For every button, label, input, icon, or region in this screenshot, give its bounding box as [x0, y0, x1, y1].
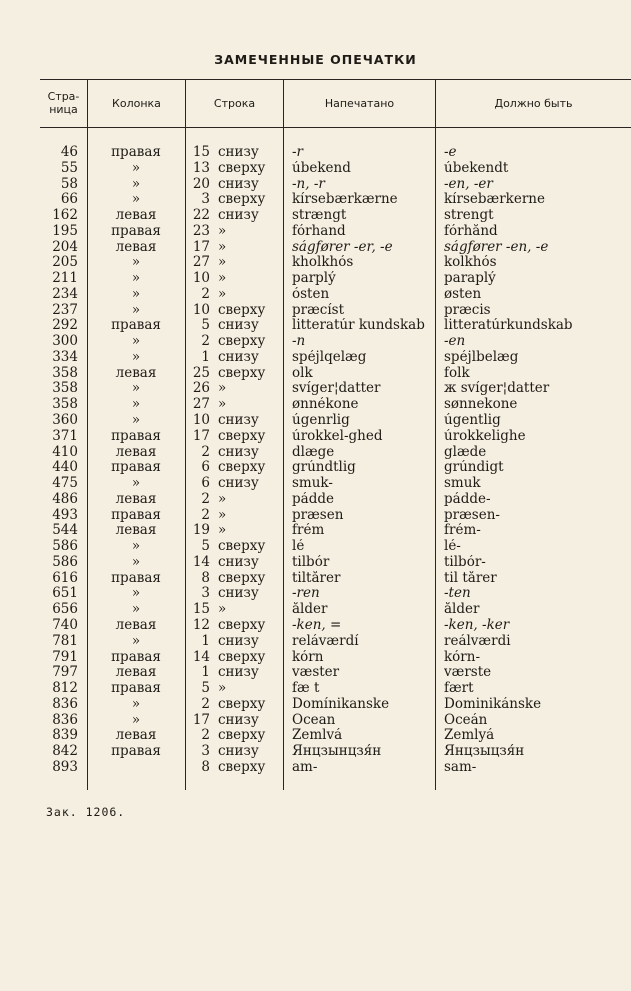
row-correct: litteratúrkundskab — [444, 318, 573, 334]
row-line-number: 13 — [192, 159, 210, 176]
row-column: правая — [111, 144, 161, 160]
row-column: » — [131, 380, 141, 397]
row-line-position: снизу — [218, 711, 259, 728]
row-line-number: 12 — [192, 616, 210, 633]
row-line-number: 27 — [192, 254, 210, 271]
row-column: » — [131, 538, 141, 555]
row-correct: østen — [444, 286, 482, 302]
row-column: » — [131, 475, 141, 492]
row-correct: úrokkelighe — [444, 428, 526, 444]
row-line-number: 3 — [201, 585, 210, 602]
row-correct: Dominikánske — [444, 696, 542, 712]
row-printed: lé — [292, 539, 305, 555]
row-column: левая — [115, 664, 157, 681]
row-correct: spéjlbelæg — [444, 349, 519, 365]
row-line-position: сверху — [218, 427, 266, 444]
row-correct: kórn- — [444, 649, 481, 665]
row-page: 55 — [60, 159, 78, 176]
row-column: левая — [115, 616, 157, 633]
row-line-position: » — [218, 490, 227, 507]
row-printed: kórn — [292, 649, 324, 665]
row-page: 586 — [52, 553, 78, 570]
table-row — [0, 555, 631, 571]
row-correct: fórhånd — [444, 223, 498, 239]
row-line-number: 5 — [201, 680, 210, 697]
order-number: Зак. 1206. — [46, 805, 126, 819]
table-row — [0, 303, 631, 319]
row-line-number: 15 — [192, 144, 210, 160]
row-line-position: » — [218, 238, 227, 255]
table-row — [0, 413, 631, 429]
table-row — [0, 255, 631, 271]
row-line-position: сверху — [218, 727, 266, 744]
row-page: 836 — [52, 695, 78, 712]
row-page: 616 — [52, 569, 78, 586]
row-page: 791 — [52, 648, 78, 665]
row-column: » — [131, 553, 141, 570]
row-line-position: » — [218, 601, 227, 618]
row-column: » — [131, 711, 141, 728]
row-page: 204 — [52, 238, 78, 255]
row-page: 410 — [52, 443, 78, 460]
table-row — [0, 460, 631, 476]
row-line-position: сверху — [218, 364, 266, 381]
row-line-position: снизу — [218, 348, 259, 365]
row-page: 58 — [60, 175, 78, 192]
row-line-position: сверху — [218, 648, 266, 665]
row-line-number: 2 — [201, 727, 210, 744]
row-column: правая — [111, 680, 161, 697]
row-line-position: » — [218, 380, 227, 397]
row-correct: ж svíger¦datter — [444, 381, 550, 397]
header-bottom-rule — [40, 127, 631, 128]
row-column: левая — [115, 364, 157, 381]
row-printed: -n — [292, 334, 306, 350]
row-line-number: 17 — [192, 427, 210, 444]
row-line-number: 14 — [192, 553, 210, 570]
row-correct: -ten — [444, 586, 471, 602]
row-correct: tilbór- — [444, 554, 486, 570]
row-line-number: 2 — [201, 695, 210, 712]
row-printed: ålder — [292, 602, 328, 618]
row-page: 162 — [52, 207, 78, 224]
row-line-number: 27 — [192, 396, 210, 413]
row-line-number: 14 — [192, 648, 210, 665]
row-page: 46 — [60, 144, 78, 160]
page-title: ЗАМЕЧЕННЫЕ ОПЕЧАТКИ — [214, 52, 417, 67]
row-line-number: 23 — [192, 222, 210, 239]
row-printed: dlæge — [292, 444, 335, 460]
row-correct: folk — [444, 365, 470, 381]
row-correct: Zemlyá — [444, 728, 495, 744]
row-column: » — [131, 601, 141, 618]
table-row — [0, 618, 631, 634]
row-line-position: снизу — [218, 317, 259, 334]
row-line-position: сверху — [218, 459, 266, 476]
row-line-number: 17 — [192, 711, 210, 728]
row-correct: -en — [444, 334, 466, 350]
row-page: 781 — [52, 632, 78, 649]
table-row — [0, 697, 631, 713]
table-row — [0, 760, 631, 776]
row-line-position: сверху — [218, 333, 266, 350]
row-printed: ságfører -er, -e — [292, 239, 393, 255]
row-column: » — [131, 333, 141, 350]
table-row — [0, 271, 631, 287]
row-line-position: снизу — [218, 553, 259, 570]
row-page: 544 — [52, 522, 78, 539]
row-page: 740 — [52, 616, 78, 633]
table-row — [0, 539, 631, 555]
row-correct: úgentlig — [444, 413, 501, 429]
row-line-position: снизу — [218, 632, 259, 649]
row-correct: Oceán — [444, 712, 488, 728]
row-page: 360 — [52, 412, 78, 429]
row-page: 836 — [52, 711, 78, 728]
row-column: левая — [115, 727, 157, 744]
row-printed: litteratúr kundskab — [292, 318, 425, 334]
row-correct: smuk — [444, 476, 481, 492]
table-row — [0, 571, 631, 587]
row-page: 440 — [52, 459, 78, 476]
header-should-be — [436, 80, 631, 126]
row-page: 234 — [52, 285, 78, 302]
row-printed: frém — [292, 523, 325, 539]
row-page: 475 — [52, 475, 78, 492]
row-correct: ságfører -en, -e — [444, 239, 549, 255]
row-page: 358 — [52, 364, 78, 381]
row-line-number: 17 — [192, 238, 210, 255]
row-line-number: 8 — [201, 569, 210, 586]
row-line-position: сверху — [218, 616, 266, 633]
row-line-number: 6 — [201, 475, 210, 492]
row-correct: sam- — [444, 759, 477, 775]
row-line-number: 25 — [192, 364, 210, 381]
row-column: правая — [111, 648, 161, 665]
row-column: » — [131, 254, 141, 271]
table-row — [0, 508, 631, 524]
table-row — [0, 381, 631, 397]
row-column: » — [131, 270, 141, 287]
row-column: левая — [115, 238, 157, 255]
row-correct: til tårer — [444, 570, 497, 586]
row-correct: præcis — [444, 302, 491, 318]
row-correct: frém- — [444, 523, 481, 539]
row-correct: kírsebærkerne — [444, 192, 545, 208]
row-printed: -r — [292, 145, 304, 160]
row-column: правая — [111, 506, 161, 523]
row-line-position: снизу — [218, 443, 259, 460]
row-printed: præsen — [292, 507, 344, 523]
row-line-position: » — [218, 680, 227, 697]
row-printed: spéjlqelæg — [292, 349, 367, 365]
row-column: левая — [115, 443, 157, 460]
row-column: правая — [111, 222, 161, 239]
table-row — [0, 177, 631, 193]
row-page: 371 — [52, 427, 78, 444]
row-printed: præcíst — [292, 302, 345, 318]
row-column: » — [131, 632, 141, 649]
row-page: 292 — [52, 317, 78, 334]
row-correct: úbekendt — [444, 160, 509, 176]
row-printed: tiltårer — [292, 570, 341, 586]
row-line-number: 3 — [201, 191, 210, 208]
row-correct: pádde- — [444, 491, 491, 507]
row-printed: Zemlvá — [292, 728, 343, 744]
table-row — [0, 366, 631, 382]
row-printed: úgenrlig — [292, 413, 350, 429]
table-row — [0, 650, 631, 666]
row-printed: ønnékone — [292, 397, 359, 413]
row-column: » — [131, 348, 141, 365]
row-line-position: сверху — [218, 159, 266, 176]
row-line-number: 2 — [201, 506, 210, 523]
row-column: правая — [111, 459, 161, 476]
row-column: » — [131, 301, 141, 318]
table-row — [0, 713, 631, 729]
row-page: 195 — [52, 222, 78, 239]
table-row — [0, 728, 631, 744]
table-row — [0, 192, 631, 208]
row-correct: grúndigt — [444, 460, 504, 476]
row-page: 211 — [52, 270, 78, 287]
row-printed: olk — [292, 365, 313, 381]
row-line-number: 5 — [201, 538, 210, 555]
row-line-position: снизу — [218, 144, 259, 160]
row-line-number: 1 — [201, 632, 210, 649]
row-printed: fæ t — [292, 681, 320, 697]
table-row — [0, 476, 631, 492]
row-page: 839 — [52, 727, 78, 744]
table-row — [0, 224, 631, 240]
table-row — [0, 744, 631, 760]
row-printed: Янцзынцзя́н — [292, 744, 382, 760]
row-printed: -n, -r — [292, 176, 325, 192]
row-page: 812 — [52, 680, 78, 697]
header-should-be-label: Должно быть — [494, 96, 573, 110]
row-correct: -e — [444, 145, 457, 160]
header-printed — [284, 80, 435, 126]
row-line-position: снизу — [218, 585, 259, 602]
row-line-number: 2 — [201, 490, 210, 507]
row-line-position: снизу — [218, 207, 259, 224]
row-correct: reálværdi — [444, 633, 511, 649]
row-correct: sønnekone — [444, 397, 518, 413]
row-line-number: 5 — [201, 317, 210, 334]
row-page: 893 — [52, 758, 78, 775]
row-printed: smuk- — [292, 476, 333, 492]
table-row — [0, 492, 631, 508]
table-row — [0, 681, 631, 697]
row-column: » — [131, 175, 141, 192]
row-line-number: 10 — [192, 270, 210, 287]
row-page: 842 — [52, 743, 78, 760]
row-line-position: сверху — [218, 191, 266, 208]
row-line-position: » — [218, 254, 227, 271]
table-row — [0, 602, 631, 618]
row-page: 651 — [52, 585, 78, 602]
row-page: 797 — [52, 664, 78, 681]
row-page: 493 — [52, 506, 78, 523]
table-row — [0, 334, 631, 350]
table-row — [0, 318, 631, 334]
row-page: 586 — [52, 538, 78, 555]
row-page: 334 — [52, 348, 78, 365]
header-page — [40, 80, 87, 126]
row-line-position: » — [218, 285, 227, 302]
row-correct: værste — [444, 665, 492, 681]
row-column: левая — [115, 490, 157, 507]
row-line-position: снизу — [218, 664, 259, 681]
row-column: » — [131, 285, 141, 302]
table-row — [0, 523, 631, 539]
header-printed-label: Напечатано — [324, 96, 395, 110]
row-line-position: » — [218, 396, 227, 413]
row-line-position: сверху — [218, 301, 266, 318]
row-line-position: снизу — [218, 475, 259, 492]
row-correct: glæde — [444, 444, 487, 460]
table-row — [0, 586, 631, 602]
row-line-number: 2 — [201, 443, 210, 460]
row-line-position: » — [218, 222, 227, 239]
row-line-number: 15 — [192, 601, 210, 618]
row-column: правая — [111, 317, 161, 334]
row-printed: úrokkel-ghed — [292, 428, 383, 444]
row-correct: -en, -er — [444, 176, 493, 192]
header-page-label: Стра- ница — [47, 90, 80, 116]
row-printed: -ren — [292, 586, 320, 602]
row-line-number: 3 — [201, 743, 210, 760]
row-line-position: » — [218, 506, 227, 523]
row-line-number: 10 — [192, 412, 210, 429]
errata-table-body — [0, 145, 631, 776]
row-column: » — [131, 695, 141, 712]
row-column: » — [131, 412, 141, 429]
row-printed: fórhand — [292, 223, 346, 239]
row-line-position: сверху — [218, 569, 266, 586]
row-line-number: 26 — [192, 380, 210, 397]
row-line-position: снизу — [218, 743, 259, 760]
row-line-number: 19 — [192, 522, 210, 539]
row-column: правая — [111, 569, 161, 586]
row-printed: Ócean — [292, 712, 336, 728]
table-row — [0, 634, 631, 650]
row-printed: reláværdí — [292, 633, 359, 649]
row-printed: væster — [292, 665, 340, 681]
header-column-label: Колонка — [112, 96, 161, 110]
row-column: правая — [111, 743, 161, 760]
row-line-number: 6 — [201, 459, 210, 476]
row-printed: ósten — [292, 286, 330, 302]
row-line-position: сверху — [218, 758, 266, 775]
row-line-number: 1 — [201, 348, 210, 365]
table-row — [0, 208, 631, 224]
row-column: левая — [115, 522, 157, 539]
row-printed: pádde — [292, 491, 334, 507]
row-line-number: 2 — [201, 333, 210, 350]
row-line-number: 10 — [192, 301, 210, 318]
row-line-position: сверху — [218, 538, 266, 555]
row-correct: ålder — [444, 602, 480, 618]
row-printed: strængt — [292, 208, 347, 224]
table-row — [0, 665, 631, 681]
row-printed: parplý — [292, 271, 336, 287]
row-printed: kírsebærkærne — [292, 192, 398, 208]
row-printed: Domínikanske — [292, 696, 390, 712]
row-page: 486 — [52, 490, 78, 507]
header-line — [186, 80, 283, 126]
row-printed: tilbór — [292, 554, 330, 570]
row-printed: svíger¦datter — [292, 381, 381, 397]
row-column: левая — [115, 207, 157, 224]
row-line-number: 2 — [201, 285, 210, 302]
row-page: 358 — [52, 396, 78, 413]
row-correct: paraplý — [444, 271, 496, 287]
table-row — [0, 145, 631, 161]
row-line-number: 22 — [192, 207, 210, 224]
row-correct: -ken, -ker — [444, 617, 510, 633]
row-page: 358 — [52, 380, 78, 397]
row-column: » — [131, 191, 141, 208]
table-row — [0, 350, 631, 366]
row-line-position: снизу — [218, 175, 259, 192]
row-line-number: 20 — [192, 175, 210, 192]
table-row — [0, 161, 631, 177]
row-line-number: 8 — [201, 758, 210, 775]
row-page: 300 — [52, 333, 78, 350]
row-column: правая — [111, 427, 161, 444]
row-page: 237 — [52, 301, 78, 318]
table-row — [0, 429, 631, 445]
row-column: » — [131, 585, 141, 602]
row-correct: Янцзыцзя́н — [444, 744, 525, 760]
header-column — [88, 80, 185, 126]
row-page: 66 — [60, 191, 78, 208]
table-row — [0, 240, 631, 256]
row-correct: kolkhós — [444, 255, 497, 271]
row-printed: -ken, = — [292, 617, 342, 633]
row-page: 205 — [52, 254, 78, 271]
row-correct: præsen- — [444, 507, 500, 523]
row-line-position: » — [218, 522, 227, 539]
row-printed: grúndtlig — [292, 460, 356, 476]
row-printed: úbekend — [292, 160, 351, 176]
row-line-position: сверху — [218, 695, 266, 712]
row-column: » — [131, 396, 141, 413]
row-column: » — [131, 159, 141, 176]
table-row — [0, 445, 631, 461]
row-correct: lé- — [444, 539, 461, 555]
table-row — [0, 397, 631, 413]
row-line-position: » — [218, 270, 227, 287]
row-printed: am- — [292, 759, 318, 775]
table-row — [0, 287, 631, 303]
row-line-number: 1 — [201, 664, 210, 681]
row-printed: kholkhós — [292, 255, 354, 271]
row-correct: fært — [444, 681, 474, 697]
row-page: 656 — [52, 601, 78, 618]
row-correct: strengt — [444, 208, 494, 224]
header-line-label: Строка — [213, 96, 256, 110]
row-line-position: снизу — [218, 412, 259, 429]
